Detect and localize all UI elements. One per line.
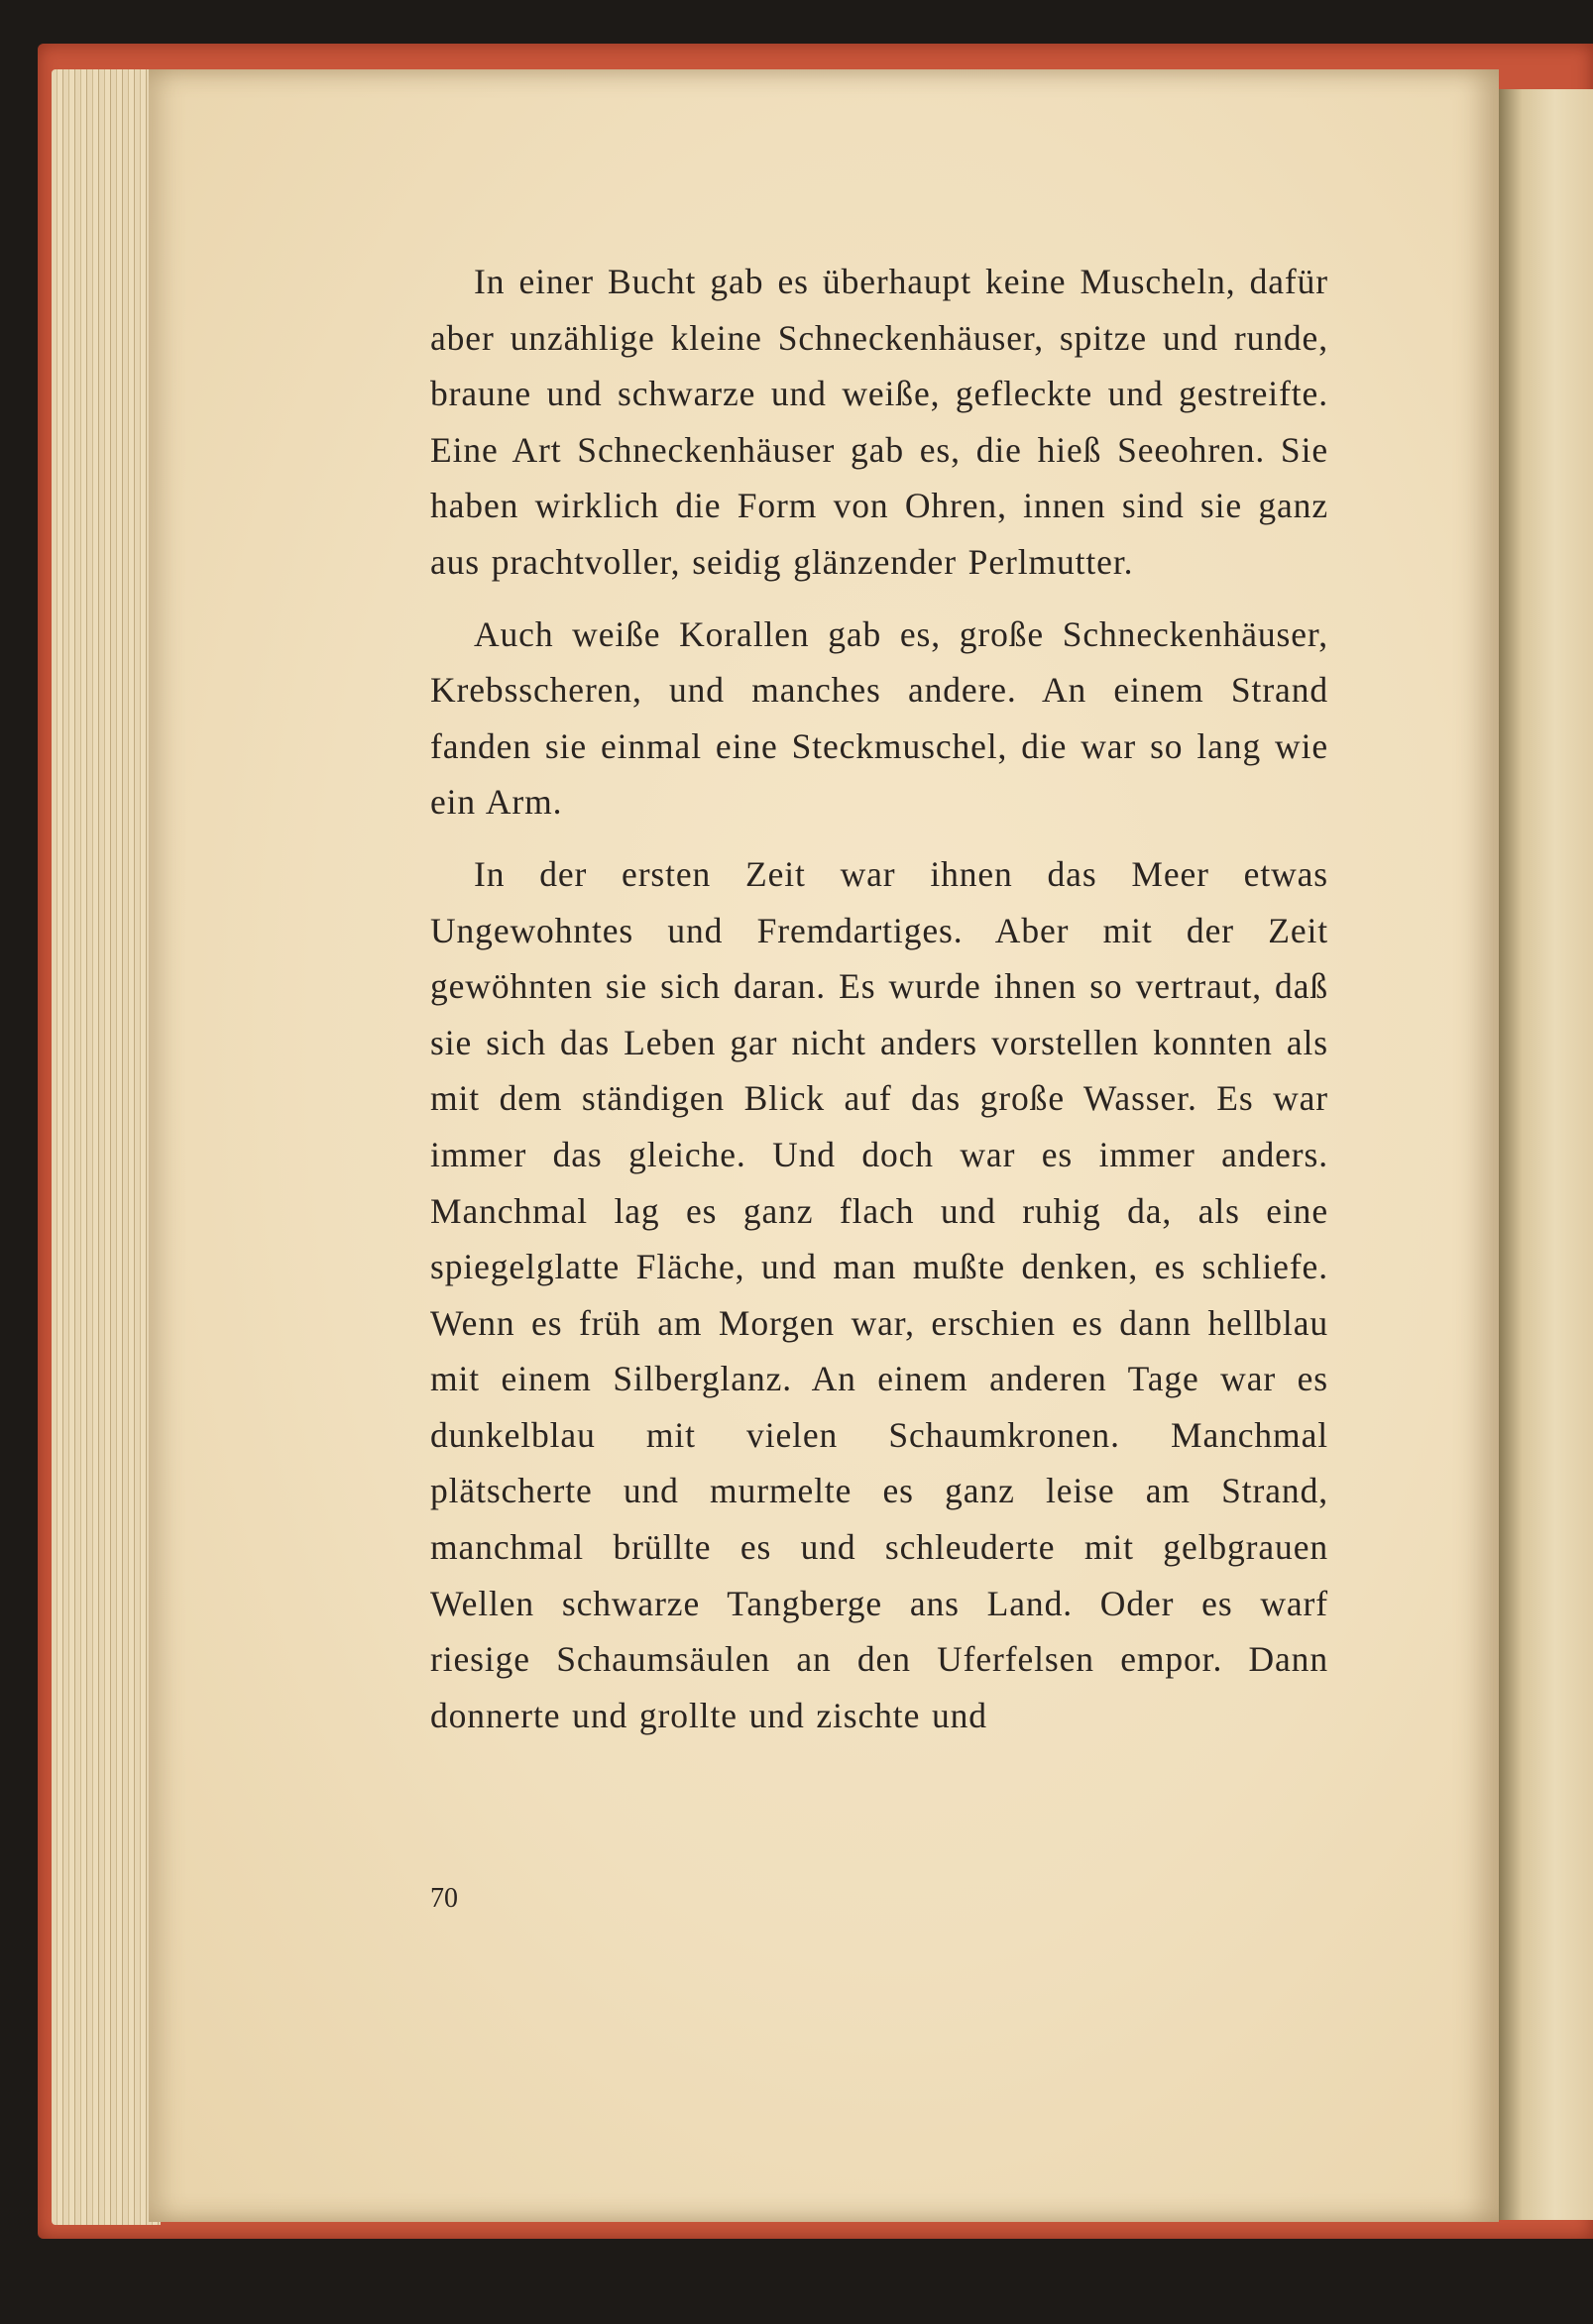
page-edges [52,69,161,2225]
book-gutter [1499,89,1593,2220]
body-text [430,254,1328,1759]
paragraph-1: In einer Bucht gab es überhaupt keine Muscheln, dafür aber unzählige kleine Schneckenhäuser, spitze und runde, braune und schwarze und weiße, gefleckte und gestreifte. Eine Art Schneckenhäuser gab es, die hieß Seeohren. Sie haben wirklich die Form von Ohren, innen sind sie ganz aus prachtvoller, seidig glänzender Perlmutter. [430,262,1328,582]
paragraph-2: Auch weiße Korallen gab es, große Schneckenhäuser, Krebsscheren, und manches andere. An einem Strand fanden sie einmal eine Steckmuschel, die war so lang wie ein Arm. [430,613,1328,823]
page-number: 70 [430,1883,458,1914]
paragraph-3: In der ersten Zeit war ihnen das Meer etwas Ungewohntes und Fremdartiges. Aber mit der Zeit gewöhnten sie sich daran. Es wurde ihnen so vertraut, daß sie sich das Leben gar nicht anders vorstellen konnten als mit dem ständigen Blick auf das große Wasser. Es war immer das gleiche. Und doch war es immer anders. Manchmal lag es ganz flach und ruhig da, als eine spiegelglatte Fläche, und man mußte denken, es schliefe. Wenn es früh am Morgen war, erschien es dann hellblau mit einem Silberglanz. An einem anderen Tage war es dunkelblau mit vielen Schaumkronen. Manchmal plätscherte und murmelte es ganz leise am Strand, manchmal brüllte es und schleuderte mit gelbgrauen Wellen schwarze Tangberge ans Land. Oder es warf riesige Schaumsäulen an den Uferfelsen empor. Dann donnerte und grollte und zischte und [430,853,1328,1735]
